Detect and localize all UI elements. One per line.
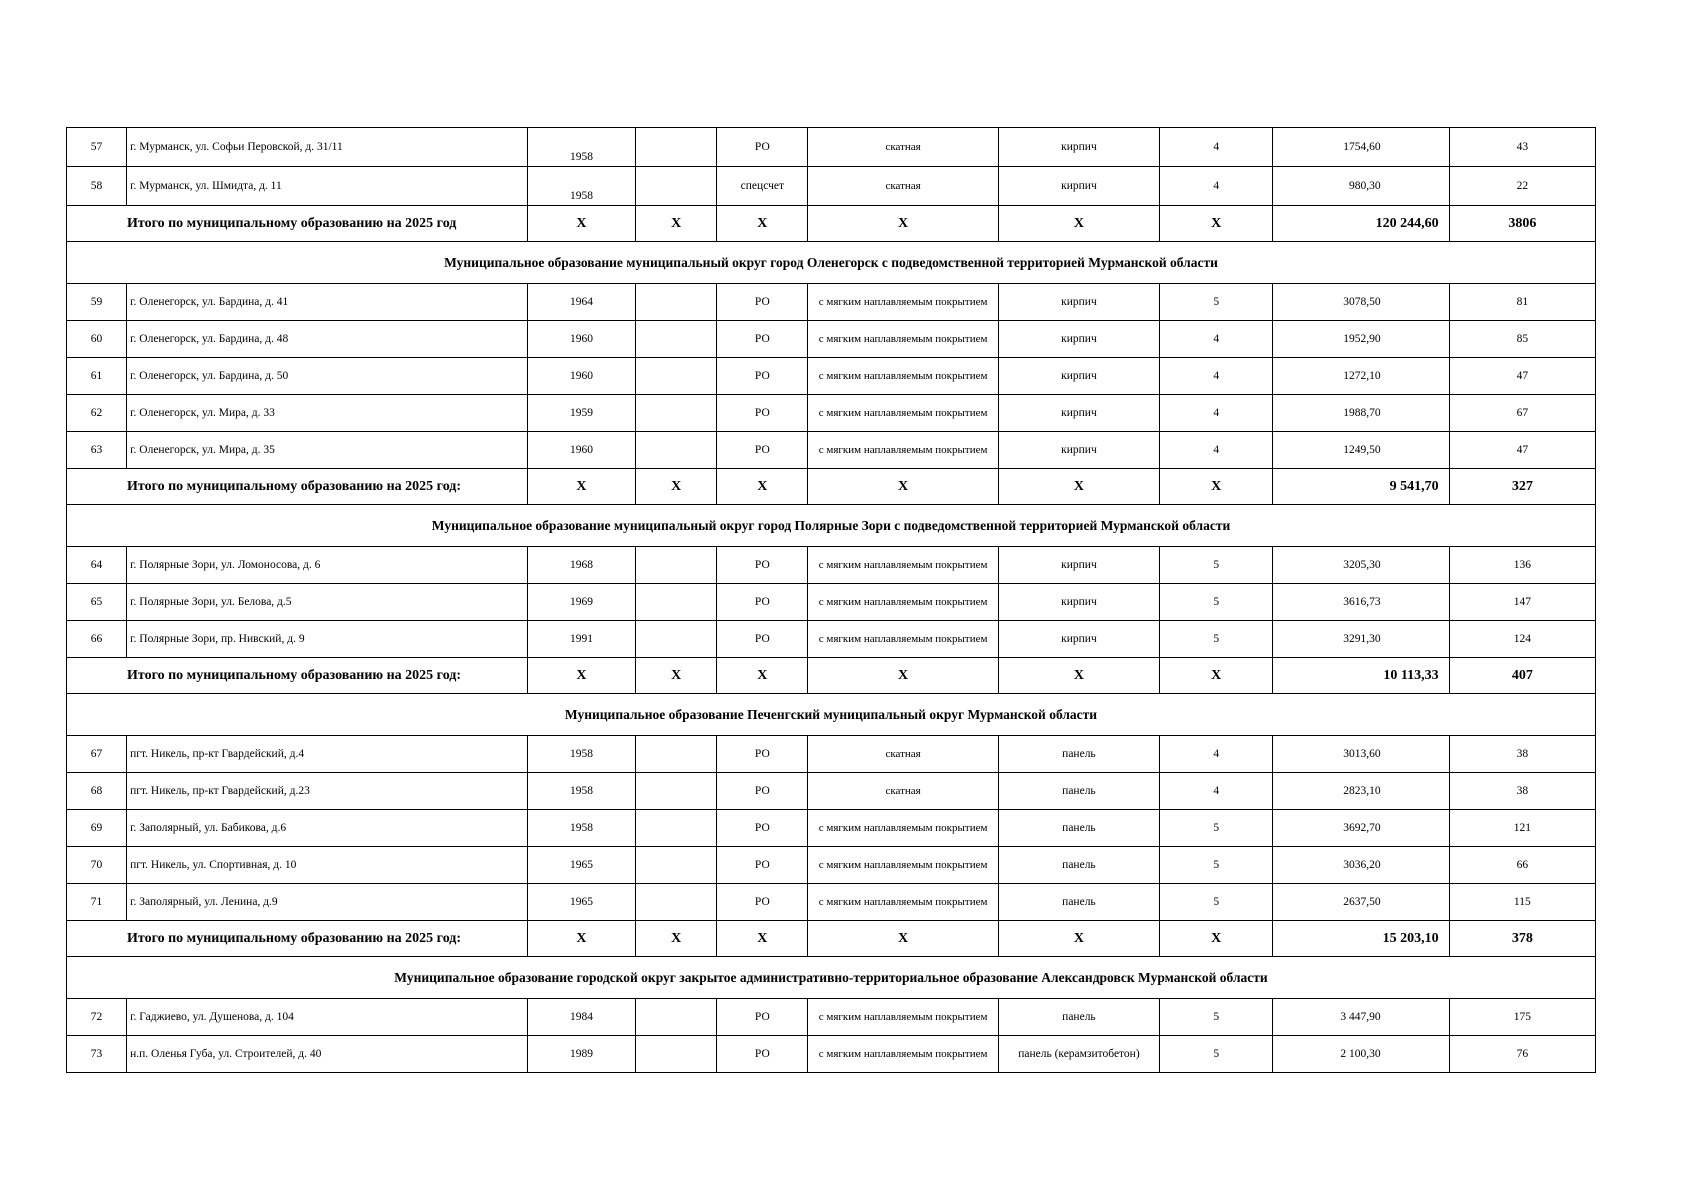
- row-wall: панель: [998, 999, 1159, 1036]
- row-address: г. Оленегорск, ул. Мира, д. 33: [127, 395, 528, 432]
- row-number: 70: [67, 847, 127, 884]
- row-year: 1964: [527, 284, 635, 321]
- row-residents: 81: [1449, 284, 1595, 321]
- row-area: 3013,60: [1273, 736, 1449, 773]
- row-residents: 136: [1449, 547, 1595, 584]
- row-floors: 4: [1160, 773, 1273, 810]
- row-floors: 4: [1160, 358, 1273, 395]
- row-number: 57: [67, 128, 127, 167]
- row-empty-cell: [636, 395, 717, 432]
- row-empty-cell: [636, 128, 717, 167]
- row-floors: 4: [1160, 128, 1273, 167]
- section-header-row: [67, 694, 1596, 736]
- row-residents: 76: [1449, 1036, 1595, 1073]
- row-wall: панель: [998, 736, 1159, 773]
- row-residents: 43: [1449, 128, 1595, 167]
- row-year: 1960: [527, 358, 635, 395]
- row-number: 64: [67, 547, 127, 584]
- total-area: 9 541,70: [1273, 469, 1449, 505]
- total-x-mark: X: [808, 921, 998, 957]
- row-empty-cell: [636, 999, 717, 1036]
- row-area: 3036,20: [1273, 847, 1449, 884]
- row-area: 3616,73: [1273, 584, 1449, 621]
- row-empty-cell: [636, 284, 717, 321]
- row-floors: 5: [1160, 621, 1273, 658]
- row-floors: 4: [1160, 395, 1273, 432]
- row-wall: кирпич: [998, 621, 1159, 658]
- row-floors: 4: [1160, 432, 1273, 469]
- row-fund: РО: [717, 999, 808, 1036]
- row-address: г. Полярные Зори, пр. Нивский, д. 9: [127, 621, 528, 658]
- row-floors: 4: [1160, 736, 1273, 773]
- table-row: [67, 128, 1596, 167]
- row-fund: РО: [717, 847, 808, 884]
- row-address: г. Мурманск, ул. Шмидта, д. 11: [127, 167, 528, 206]
- row-roof: с мягким наплавляемым покрытием: [808, 432, 998, 469]
- row-residents: 47: [1449, 432, 1595, 469]
- total-residents: 327: [1449, 469, 1595, 505]
- row-fund: РО: [717, 810, 808, 847]
- row-number: 72: [67, 999, 127, 1036]
- row-fund: спецсчет: [717, 167, 808, 206]
- row-residents: 67: [1449, 395, 1595, 432]
- row-address: н.п. Оленья Губа, ул. Строителей, д. 40: [127, 1036, 528, 1073]
- row-floors: 5: [1160, 810, 1273, 847]
- row-empty-cell: [636, 547, 717, 584]
- table-row: [67, 321, 1596, 358]
- row-area: 1272,10: [1273, 358, 1449, 395]
- row-number: 58: [67, 167, 127, 206]
- total-x-mark: X: [998, 658, 1159, 694]
- row-floors: 4: [1160, 167, 1273, 206]
- row-empty-cell: [636, 584, 717, 621]
- total-row: [67, 206, 1596, 242]
- row-roof: с мягким наплавляемым покрытием: [808, 321, 998, 358]
- table-row: [67, 395, 1596, 432]
- table-row: [67, 847, 1596, 884]
- row-fund: РО: [717, 358, 808, 395]
- row-number: 73: [67, 1036, 127, 1073]
- row-floors: 4: [1160, 321, 1273, 358]
- row-area: 3291,30: [1273, 621, 1449, 658]
- total-x-mark: X: [527, 469, 635, 505]
- total-area: 120 244,60: [1273, 206, 1449, 242]
- row-number: 62: [67, 395, 127, 432]
- row-number: 68: [67, 773, 127, 810]
- row-year: 1991: [527, 621, 635, 658]
- row-residents: 38: [1449, 736, 1595, 773]
- table-row: [67, 736, 1596, 773]
- section-header: Муниципальное образование Печенгский муниципальный округ Мурманской области: [67, 694, 1596, 736]
- total-label: Итого по муниципальному образованию на 2025 год:: [67, 658, 528, 694]
- row-area: 980,30: [1273, 167, 1449, 206]
- row-roof: с мягким наплавляемым покрытием: [808, 358, 998, 395]
- row-wall: кирпич: [998, 321, 1159, 358]
- row-wall: кирпич: [998, 547, 1159, 584]
- row-fund: РО: [717, 284, 808, 321]
- row-address: г. Полярные Зори, ул. Ломоносова, д. 6: [127, 547, 528, 584]
- total-x-mark: X: [717, 658, 808, 694]
- section-header-row: [67, 957, 1596, 999]
- total-x-mark: X: [527, 658, 635, 694]
- row-number: 66: [67, 621, 127, 658]
- total-row: [67, 921, 1596, 957]
- table-body: [67, 128, 1596, 1073]
- housing-table: [66, 127, 1596, 1073]
- row-floors: 5: [1160, 847, 1273, 884]
- row-number: 60: [67, 321, 127, 358]
- section-header: Муниципальное образование городской округ закрытое административно-территориальное образование Александровск Мурманской области: [67, 957, 1596, 999]
- row-area: 2637,50: [1273, 884, 1449, 921]
- row-address: г. Полярные Зори, ул. Белова, д.5: [127, 584, 528, 621]
- row-year: 1965: [527, 847, 635, 884]
- row-fund: РО: [717, 884, 808, 921]
- row-wall: кирпич: [998, 584, 1159, 621]
- row-area: 3205,30: [1273, 547, 1449, 584]
- row-fund: РО: [717, 321, 808, 358]
- row-address: г. Гаджиево, ул. Душенова, д. 104: [127, 999, 528, 1036]
- row-residents: 175: [1449, 999, 1595, 1036]
- row-floors: 5: [1160, 999, 1273, 1036]
- total-x-mark: X: [636, 658, 717, 694]
- table-row: [67, 884, 1596, 921]
- row-address: г. Оленегорск, ул. Мира, д. 35: [127, 432, 528, 469]
- section-header: Муниципальное образование муниципальный округ город Полярные Зори с подведомственной территорией Мурманской области: [67, 505, 1596, 547]
- total-x-mark: X: [808, 206, 998, 242]
- row-roof: с мягким наплавляемым покрытием: [808, 284, 998, 321]
- row-wall: панель: [998, 847, 1159, 884]
- row-year: 1989: [527, 1036, 635, 1073]
- total-x-mark: X: [998, 206, 1159, 242]
- row-roof: с мягким наплавляемым покрытием: [808, 395, 998, 432]
- row-number: 61: [67, 358, 127, 395]
- row-year: 1958: [527, 773, 635, 810]
- row-address: г. Оленегорск, ул. Бардина, д. 41: [127, 284, 528, 321]
- row-empty-cell: [636, 358, 717, 395]
- row-floors: 5: [1160, 1036, 1273, 1073]
- row-roof: скатная: [808, 128, 998, 167]
- row-residents: 124: [1449, 621, 1595, 658]
- row-roof: с мягким наплавляемым покрытием: [808, 999, 998, 1036]
- total-x-mark: X: [1160, 206, 1273, 242]
- table-row: [67, 547, 1596, 584]
- total-x-mark: X: [636, 469, 717, 505]
- row-wall: кирпич: [998, 128, 1159, 167]
- row-year: 1969: [527, 584, 635, 621]
- row-year: 1958: [527, 167, 635, 206]
- row-residents: 22: [1449, 167, 1595, 206]
- row-empty-cell: [636, 1036, 717, 1073]
- section-header-row: [67, 505, 1596, 547]
- total-row: [67, 469, 1596, 505]
- row-area: 2 100,30: [1273, 1036, 1449, 1073]
- total-residents: 3806: [1449, 206, 1595, 242]
- row-year: 1960: [527, 432, 635, 469]
- total-area: 15 203,10: [1273, 921, 1449, 957]
- row-empty-cell: [636, 736, 717, 773]
- row-roof: с мягким наплавляемым покрытием: [808, 547, 998, 584]
- row-floors: 5: [1160, 884, 1273, 921]
- row-area: 1952,90: [1273, 321, 1449, 358]
- total-residents: 407: [1449, 658, 1595, 694]
- row-residents: 66: [1449, 847, 1595, 884]
- table-row: [67, 999, 1596, 1036]
- total-x-mark: X: [527, 921, 635, 957]
- row-area: 2823,10: [1273, 773, 1449, 810]
- row-area: 1249,50: [1273, 432, 1449, 469]
- total-area: 10 113,33: [1273, 658, 1449, 694]
- row-wall: кирпич: [998, 395, 1159, 432]
- row-wall: кирпич: [998, 358, 1159, 395]
- row-fund: РО: [717, 547, 808, 584]
- total-label: Итого по муниципальному образованию на 2025 год:: [67, 469, 528, 505]
- row-fund: РО: [717, 128, 808, 167]
- row-area: 3692,70: [1273, 810, 1449, 847]
- row-address: г. Оленегорск, ул. Бардина, д. 48: [127, 321, 528, 358]
- row-floors: 5: [1160, 584, 1273, 621]
- row-roof: скатная: [808, 773, 998, 810]
- row-residents: 121: [1449, 810, 1595, 847]
- row-empty-cell: [636, 847, 717, 884]
- row-roof: с мягким наплавляемым покрытием: [808, 1036, 998, 1073]
- row-wall: панель (керамзитобетон): [998, 1036, 1159, 1073]
- row-year: 1958: [527, 128, 635, 167]
- row-empty-cell: [636, 321, 717, 358]
- row-area: 1988,70: [1273, 395, 1449, 432]
- row-year: 1965: [527, 884, 635, 921]
- row-roof: с мягким наплавляемым покрытием: [808, 584, 998, 621]
- total-x-mark: X: [636, 921, 717, 957]
- total-label: Итого по муниципальному образованию на 2025 год: [67, 206, 528, 242]
- row-residents: 47: [1449, 358, 1595, 395]
- row-address: пгт. Никель, пр-кт Гвардейский, д.4: [127, 736, 528, 773]
- total-x-mark: X: [808, 658, 998, 694]
- total-x-mark: X: [808, 469, 998, 505]
- total-label: Итого по муниципальному образованию на 2025 год:: [67, 921, 528, 957]
- table-row: [67, 358, 1596, 395]
- row-fund: РО: [717, 773, 808, 810]
- row-empty-cell: [636, 167, 717, 206]
- row-address: г. Заполярный, ул. Бабикова, д.6: [127, 810, 528, 847]
- row-area: 3 447,90: [1273, 999, 1449, 1036]
- row-year: 1958: [527, 810, 635, 847]
- row-residents: 38: [1449, 773, 1595, 810]
- row-wall: кирпич: [998, 432, 1159, 469]
- table-row: [67, 432, 1596, 469]
- row-wall: панель: [998, 884, 1159, 921]
- row-roof: скатная: [808, 167, 998, 206]
- row-wall: панель: [998, 810, 1159, 847]
- row-number: 69: [67, 810, 127, 847]
- row-wall: панель: [998, 773, 1159, 810]
- row-roof: с мягким наплавляемым покрытием: [808, 810, 998, 847]
- row-number: 71: [67, 884, 127, 921]
- row-year: 1968: [527, 547, 635, 584]
- row-address: пгт. Никель, пр-кт Гвардейский, д.23: [127, 773, 528, 810]
- row-number: 67: [67, 736, 127, 773]
- table-row: [67, 584, 1596, 621]
- row-number: 63: [67, 432, 127, 469]
- row-number: 65: [67, 584, 127, 621]
- row-residents: 115: [1449, 884, 1595, 921]
- total-x-mark: X: [717, 206, 808, 242]
- row-fund: РО: [717, 1036, 808, 1073]
- row-residents: 147: [1449, 584, 1595, 621]
- table-row: [67, 773, 1596, 810]
- row-empty-cell: [636, 621, 717, 658]
- row-area: 1754,60: [1273, 128, 1449, 167]
- row-number: 59: [67, 284, 127, 321]
- row-address: г. Мурманск, ул. Софьи Перовской, д. 31/11: [127, 128, 528, 167]
- row-floors: 5: [1160, 547, 1273, 584]
- row-fund: РО: [717, 584, 808, 621]
- total-residents: 378: [1449, 921, 1595, 957]
- total-x-mark: X: [998, 469, 1159, 505]
- total-row: [67, 658, 1596, 694]
- total-x-mark: X: [1160, 921, 1273, 957]
- total-x-mark: X: [527, 206, 635, 242]
- table-row: [67, 1036, 1596, 1073]
- total-x-mark: X: [1160, 658, 1273, 694]
- total-x-mark: X: [998, 921, 1159, 957]
- row-fund: РО: [717, 736, 808, 773]
- row-empty-cell: [636, 810, 717, 847]
- total-x-mark: X: [717, 469, 808, 505]
- row-empty-cell: [636, 773, 717, 810]
- row-year: 1984: [527, 999, 635, 1036]
- total-x-mark: X: [717, 921, 808, 957]
- row-year: 1960: [527, 321, 635, 358]
- row-roof: скатная: [808, 736, 998, 773]
- row-year: 1959: [527, 395, 635, 432]
- row-fund: РО: [717, 621, 808, 658]
- row-address: г. Оленегорск, ул. Бардина, д. 50: [127, 358, 528, 395]
- row-wall: кирпич: [998, 284, 1159, 321]
- row-address: г. Заполярный, ул. Ленина, д.9: [127, 884, 528, 921]
- row-fund: РО: [717, 395, 808, 432]
- row-roof: с мягким наплавляемым покрытием: [808, 884, 998, 921]
- row-empty-cell: [636, 432, 717, 469]
- section-header-row: [67, 242, 1596, 284]
- section-header: Муниципальное образование муниципальный округ город Оленегорск с подведомственной территорией Мурманской области: [67, 242, 1596, 284]
- row-area: 3078,50: [1273, 284, 1449, 321]
- row-address: пгт. Никель, ул. Спортивная, д. 10: [127, 847, 528, 884]
- row-roof: с мягким наплавляемым покрытием: [808, 847, 998, 884]
- row-year: 1958: [527, 736, 635, 773]
- total-x-mark: X: [1160, 469, 1273, 505]
- row-floors: 5: [1160, 284, 1273, 321]
- row-wall: кирпич: [998, 167, 1159, 206]
- row-roof: с мягким наплавляемым покрытием: [808, 621, 998, 658]
- table-row: [67, 621, 1596, 658]
- row-fund: РО: [717, 432, 808, 469]
- table-row: [67, 284, 1596, 321]
- row-residents: 85: [1449, 321, 1595, 358]
- table-row: [67, 167, 1596, 206]
- table-row: [67, 810, 1596, 847]
- total-x-mark: X: [636, 206, 717, 242]
- row-empty-cell: [636, 884, 717, 921]
